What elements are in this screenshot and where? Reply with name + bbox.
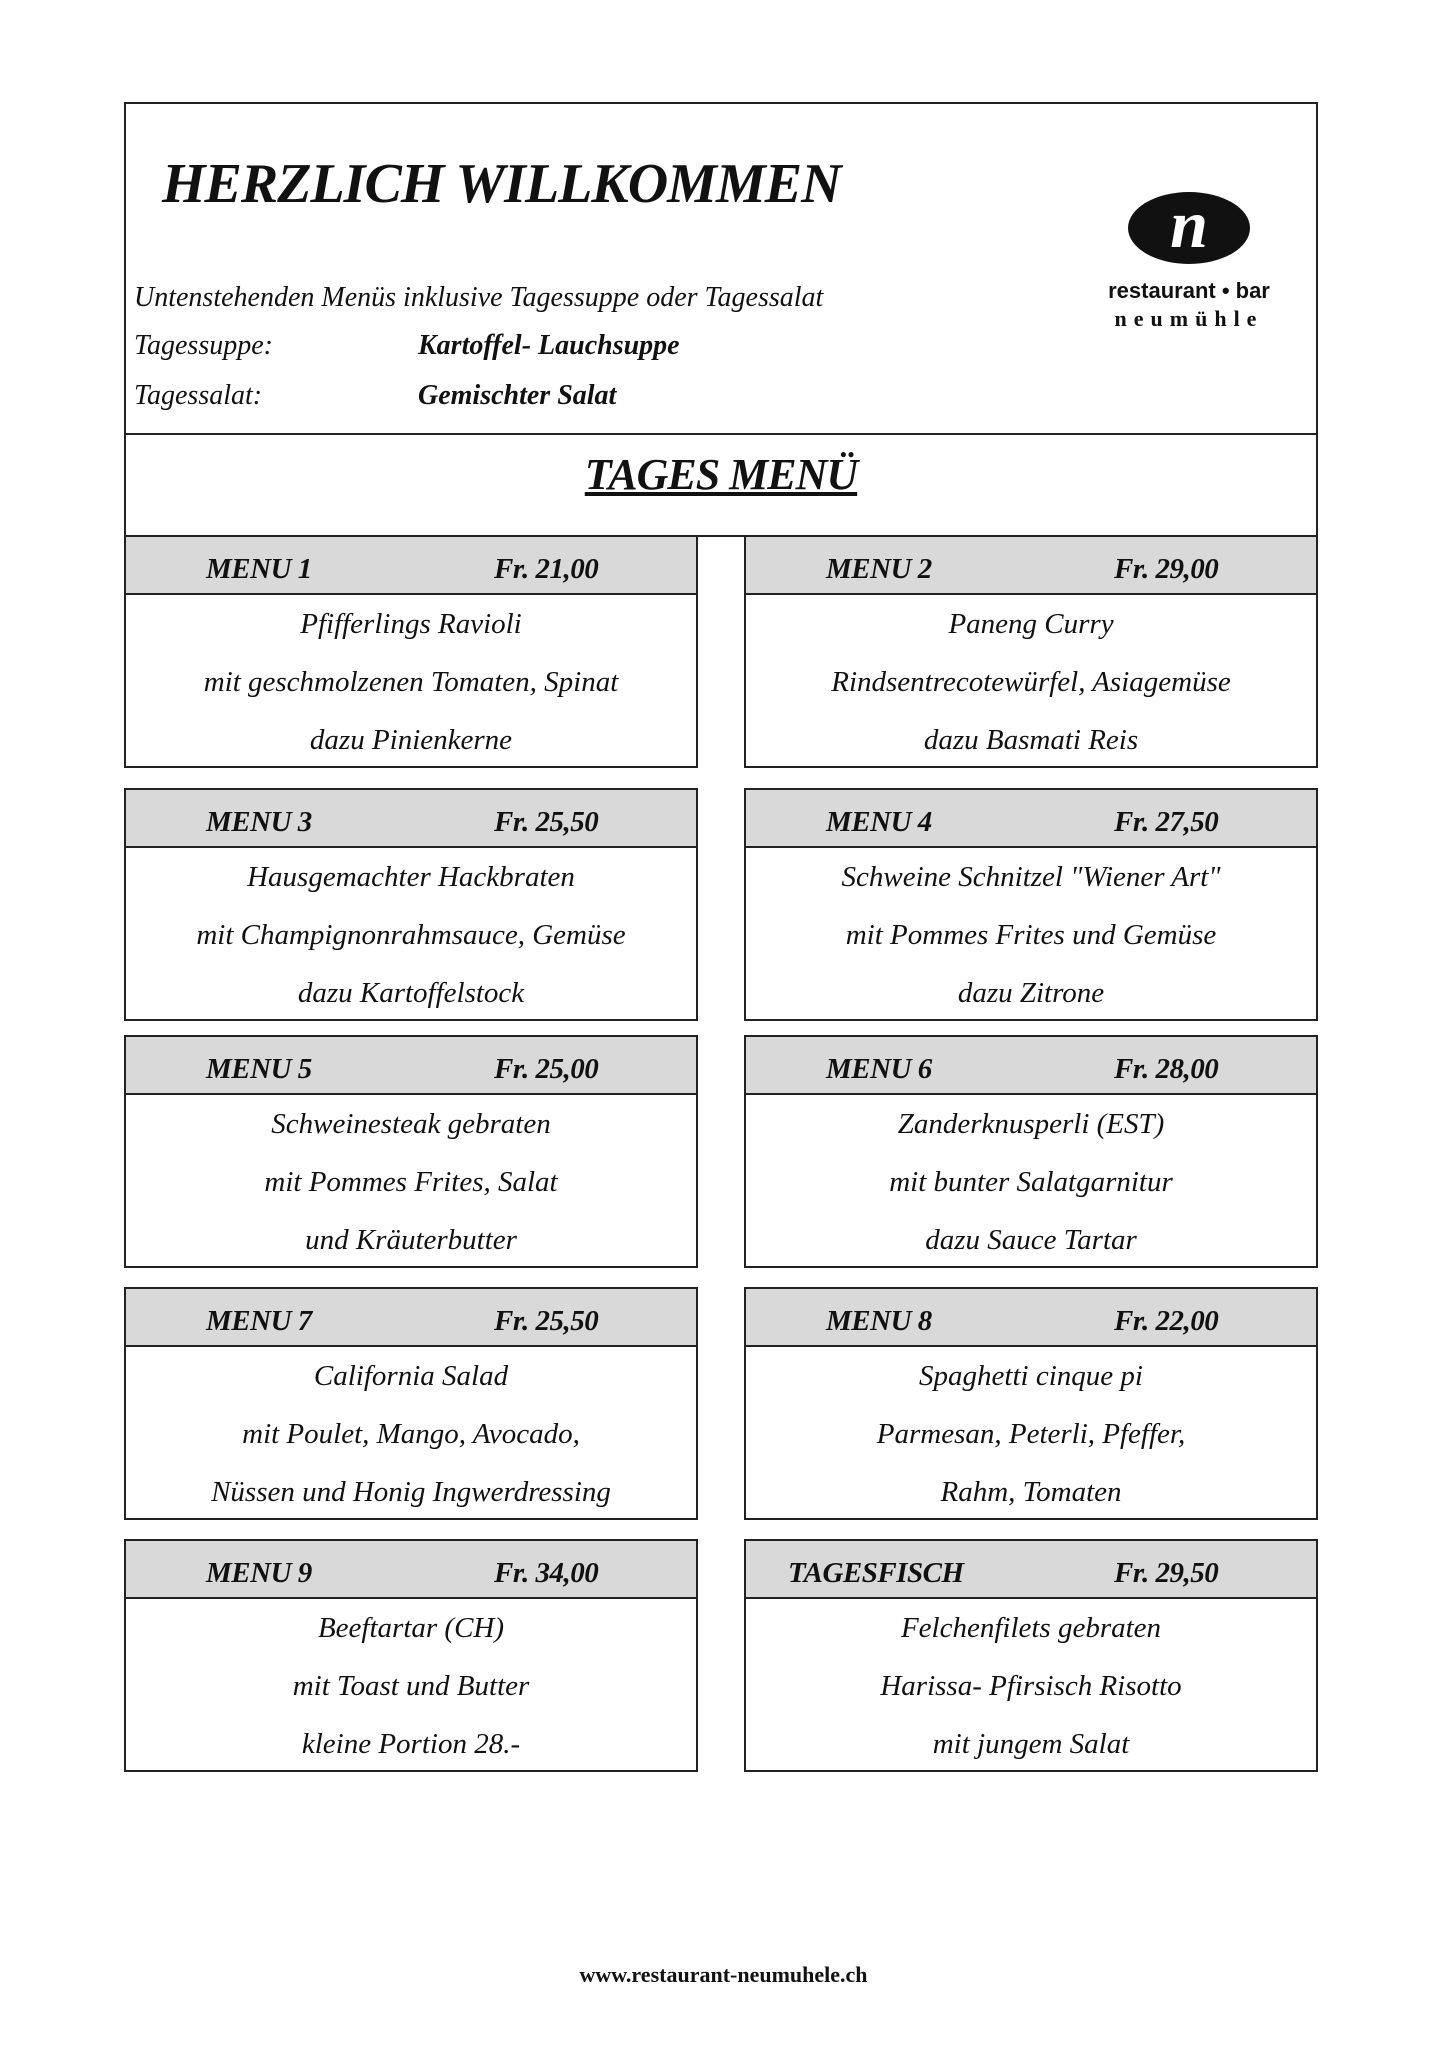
page-title: HERZLICH WILLKOMMEN <box>162 153 841 215</box>
menu-line: mit bunter Salatgarnitur <box>889 1166 1173 1198</box>
menu-card-header <box>746 1037 1316 1095</box>
logo-line-neumuehle: neumühle <box>1114 306 1264 331</box>
menu-price: Fr. 28,00 <box>1114 1053 1219 1085</box>
menu-line: Paneng Curry <box>948 608 1114 640</box>
menu-line: Schweine Schnitzel "Wiener Art" <box>841 861 1221 893</box>
menu-price: Fr. 27,50 <box>1114 806 1219 838</box>
menu-description <box>126 1599 696 1773</box>
menu-description <box>746 1095 1316 1269</box>
menu-description <box>126 1347 696 1521</box>
menu-name: TAGESFISCH <box>788 1557 964 1589</box>
menu-price: Fr. 34,00 <box>494 1557 599 1589</box>
menu-name: MENU 1 <box>206 553 312 585</box>
menu-line: und Kräuterbutter <box>305 1224 517 1256</box>
menu-line: Hausgemachter Hackbraten <box>247 861 575 893</box>
menu-card-header <box>746 537 1316 595</box>
intro-text: Untenstehenden Menüs inklusive Tagessuppe oder Tagessalat <box>134 282 824 313</box>
tages-menu-banner <box>124 433 1318 537</box>
salad-value: Gemischter Salat <box>418 380 617 411</box>
menu-card-header <box>126 1289 696 1347</box>
website-url: www.restaurant-neumuhele.ch <box>579 1962 868 1987</box>
menu-name: MENU 8 <box>826 1305 932 1337</box>
menu-line: Zanderknusperli (EST) <box>897 1108 1165 1140</box>
menu-line: mit Pommes Frites, Salat <box>264 1166 558 1198</box>
menu-card <box>124 788 698 1021</box>
menu-line: Parmesan, Peterli, Pfeffer, <box>876 1418 1186 1450</box>
menu-card-header <box>126 1541 696 1599</box>
section-title: TAGES MENÜ <box>584 450 858 499</box>
menu-line: mit Poulet, Mango, Avocado, <box>242 1418 580 1450</box>
menu-card-header <box>126 537 696 595</box>
menu-name: MENU 5 <box>206 1053 312 1085</box>
menu-card-header <box>746 1289 1316 1347</box>
menu-line: kleine Portion 28.- <box>301 1728 521 1760</box>
restaurant-logo <box>1074 186 1304 332</box>
menu-name: MENU 9 <box>206 1557 312 1589</box>
menu-line: dazu Kartoffelstock <box>297 977 525 1009</box>
menu-line: Rahm, Tomaten <box>940 1476 1122 1508</box>
menu-description <box>126 595 696 769</box>
soup-value: Kartoffel- Lauchsuppe <box>418 330 680 361</box>
menu-card <box>744 788 1318 1021</box>
menu-line: dazu Basmati Reis <box>923 724 1139 756</box>
soup-label: Tagessuppe: <box>134 330 273 361</box>
menu-line: mit jungem Salat <box>932 1728 1130 1760</box>
menu-description <box>746 848 1316 1022</box>
menu-card <box>124 1035 698 1268</box>
menu-price: Fr. 22,00 <box>1114 1305 1219 1337</box>
menu-description <box>746 1347 1316 1521</box>
menu-price: Fr. 25,50 <box>494 1305 599 1337</box>
menu-card <box>744 535 1318 768</box>
menu-line: dazu Zitrone <box>957 977 1105 1009</box>
menu-line: Beeftartar (CH) <box>317 1612 505 1644</box>
menu-line: Harissa- Pfirsisch Risotto <box>880 1670 1182 1702</box>
menu-description <box>746 1599 1316 1773</box>
menu-name: MENU 4 <box>826 806 932 838</box>
menu-card <box>124 535 698 768</box>
salad-label: Tagessalat: <box>134 380 263 411</box>
menu-card-header <box>746 790 1316 848</box>
menu-card <box>744 1035 1318 1268</box>
menu-line: Schweinesteak gebraten <box>271 1108 551 1140</box>
menu-description <box>746 595 1316 769</box>
menu-price: Fr. 29,00 <box>1114 553 1219 585</box>
menu-line: Spaghetti cinque pi <box>919 1360 1143 1392</box>
menu-line: mit Toast und Butter <box>292 1670 530 1702</box>
menu-card-header <box>126 1037 696 1095</box>
menu-card <box>744 1539 1318 1772</box>
menu-description <box>126 1095 696 1269</box>
menu-line: California Salad <box>313 1360 509 1392</box>
menu-card <box>124 1287 698 1520</box>
menu-description <box>126 848 696 1022</box>
menu-line: Rindsentrecotewürfel, Asiagemüse <box>831 666 1231 698</box>
welcome-header <box>124 102 1318 435</box>
menu-name: MENU 7 <box>206 1305 312 1337</box>
logo-mark-icon: n <box>1128 192 1250 264</box>
menu-line: dazu Pinienkerne <box>309 724 513 756</box>
menu-line: Nüssen und Honig Ingwerdressing <box>211 1476 611 1508</box>
menu-line: dazu Sauce Tartar <box>925 1224 1137 1256</box>
menu-line: mit Champignonrahmsauce, Gemüse <box>196 919 626 951</box>
menu-price: Fr. 21,00 <box>494 553 599 585</box>
menu-card <box>124 1539 698 1772</box>
menu-card-header <box>746 1541 1316 1599</box>
menu-line: Felchenfilets gebraten <box>900 1612 1162 1644</box>
menu-card <box>744 1287 1318 1520</box>
menu-price: Fr. 25,50 <box>494 806 599 838</box>
menu-line: Pfifferlings Ravioli <box>300 608 522 640</box>
menu-name: MENU 6 <box>826 1053 932 1085</box>
menu-line: mit geschmolzenen Tomaten, Spinat <box>203 666 619 698</box>
menu-price: Fr. 25,00 <box>494 1053 599 1085</box>
logo-line-restaurant-bar: restaurant • bar <box>1108 278 1270 303</box>
menu-name: MENU 3 <box>206 806 312 838</box>
menu-card-header <box>126 790 696 848</box>
menu-price: Fr. 29,50 <box>1114 1557 1219 1589</box>
menu-name: MENU 2 <box>826 553 932 585</box>
menu-line: mit Pommes Frites und Gemüse <box>845 919 1217 951</box>
